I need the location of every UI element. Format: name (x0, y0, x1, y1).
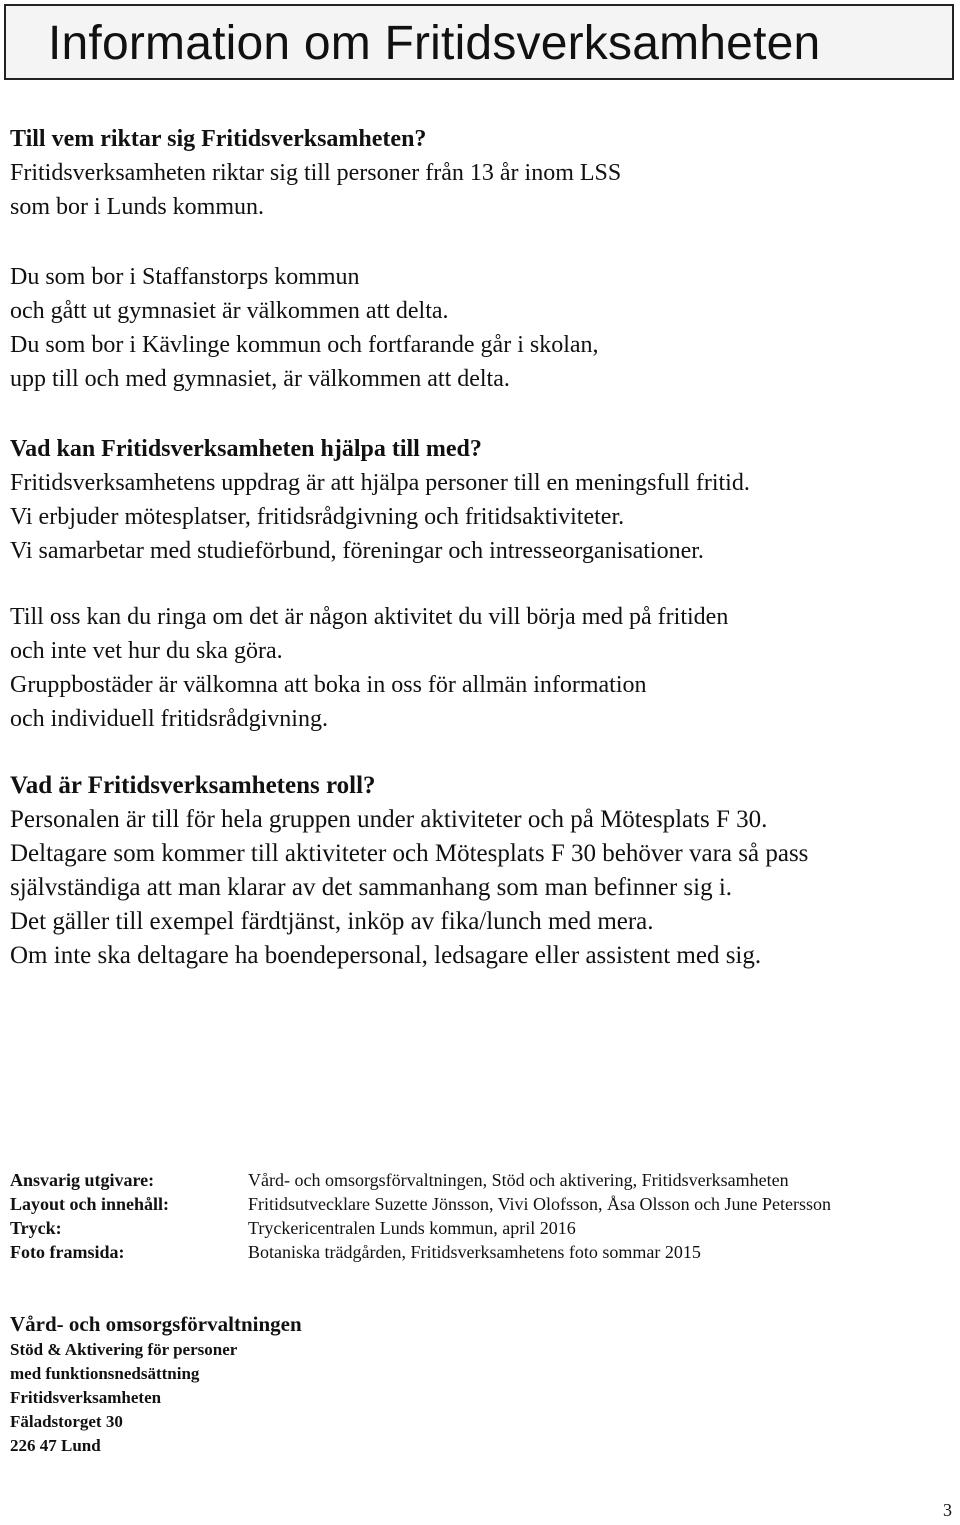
paragraph-line: Personalen är till för hela gruppen under aktiviteter och på Mötesplats F 30. (10, 806, 768, 833)
paragraph-line: Vi erbjuder mötesplatser, fritidsrådgivning och fritidsaktiviteter. (10, 504, 625, 530)
paragraph-line: Deltagare som kommer till aktiviteter och Mötesplats F 30 behöver vara så pass (10, 840, 809, 867)
address-line: 226 47 Lund (10, 1436, 101, 1455)
address-block (10, 1310, 302, 1458)
colophon-row (10, 1168, 831, 1192)
paragraph-line: Det gäller till exempel färdtjänst, inköp av fika/lunch med mera. (10, 908, 654, 935)
colophon-table (10, 1168, 831, 1264)
paragraph-line: Fritidsverksamheten riktar sig till personer från 13 år inom LSS (10, 160, 622, 186)
paragraph-line: Till oss kan du ringa om det är någon aktivitet du vill börja med på fritiden (10, 604, 729, 630)
colophon-row (10, 1240, 831, 1264)
colophon-value: Vård- och omsorgsförvaltningen, Stöd och aktivering, Fritidsverksamheten (248, 1170, 789, 1190)
page-number: 3 (943, 1500, 952, 1520)
paragraph-line: Om inte ska deltagare ha boendepersonal, ledsagare eller assistent med sig. (10, 942, 762, 969)
paragraph-line: upp till och med gymnasiet, är välkommen att delta. (10, 366, 510, 392)
colophon-key: Foto framsida: (10, 1242, 125, 1262)
colophon-key: Ansvarig utgivare: (10, 1170, 155, 1190)
section-heading: Till vem riktar sig Fritidsverksamheten? (10, 126, 427, 152)
colophon-value: Botaniska trädgården, Fritidsverksamhetens foto sommar 2015 (248, 1242, 701, 1262)
paragraph-line: och individuell fritidsrådgivning. (10, 706, 328, 732)
colophon-row (10, 1216, 831, 1240)
colophon-value: Tryckericentralen Lunds kommun, april 2016 (248, 1218, 576, 1238)
colophon (10, 1168, 831, 1264)
address-line: Stöd & Aktivering för personer (10, 1340, 238, 1359)
section-help (10, 432, 750, 568)
paragraph-line: som bor i Lunds kommun. (10, 194, 265, 220)
address-line: Fritidsverksamheten (10, 1388, 162, 1407)
section-heading: Vad kan Fritidsverksamheten hjälpa till med? (10, 436, 482, 462)
section-role (10, 769, 808, 973)
colophon-row (10, 1192, 831, 1216)
paragraph-line: och inte vet hur du ska göra. (10, 638, 283, 664)
paragraph-line: Du som bor i Kävlinge kommun och fortfarande går i skolan, (10, 332, 599, 358)
section-heading: Vad är Fritidsverksamhetens roll? (10, 772, 376, 799)
paragraph-line: Fritidsverksamhetens uppdrag är att hjälpa personer till en meningsfull fritid. (10, 470, 750, 496)
section-who-municipalities (10, 260, 599, 396)
section-help-contact (10, 600, 728, 736)
address-org: Vård- och omsorgsförvaltningen (10, 1312, 302, 1336)
colophon-key: Tryck: (10, 1218, 62, 1238)
address-line: med funktionsnedsättning (10, 1364, 200, 1383)
address-line: Fäladstorget 30 (10, 1412, 123, 1431)
paragraph-line: och gått ut gymnasiet är välkommen att delta. (10, 298, 449, 324)
title-box (4, 4, 954, 80)
colophon-value: Fritidsutvecklare Suzette Jönsson, Vivi Olofsson, Åsa Olsson och June Petersson (248, 1194, 832, 1214)
paragraph-line: Vi samarbetar med studieförbund, föreningar och intresseorganisationer. (10, 538, 704, 564)
paragraph-line: självständiga att man klarar av det sammanhang som man befinner sig i. (10, 874, 733, 901)
page-title: Information om Fritidsverksamheten (48, 17, 821, 70)
paragraph-line: Du som bor i Staffanstorps kommun (10, 264, 360, 290)
section-who (10, 122, 621, 224)
paragraph-line: Gruppbostäder är välkomna att boka in oss för allmän information (10, 672, 647, 698)
colophon-key: Layout och innehåll: (10, 1194, 170, 1214)
